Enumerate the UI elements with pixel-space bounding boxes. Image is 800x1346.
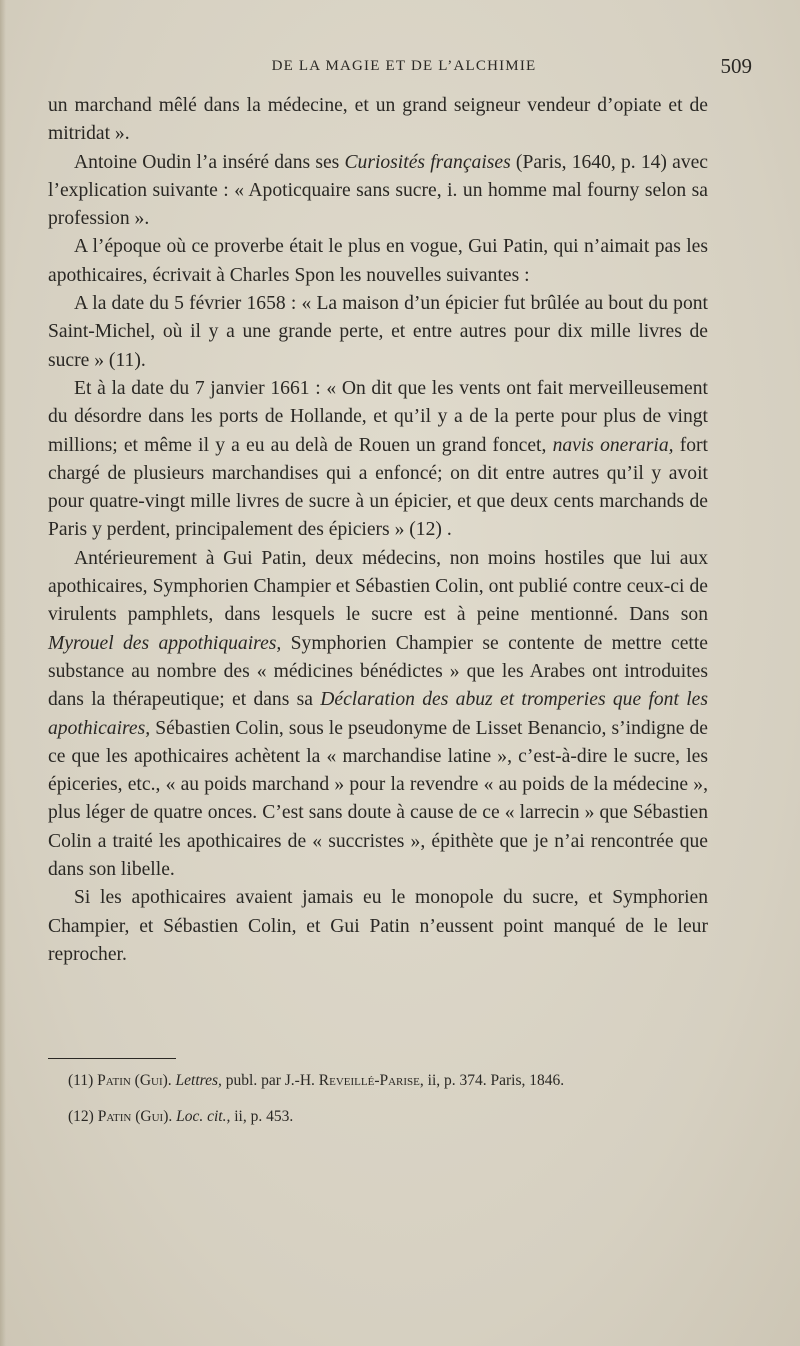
page-number: 509 <box>720 54 752 78</box>
text-run: A la date du 5 février 1658 : « La maison d’un épicier fut brûlée au bout du pont Saint-Michel, où il y a une grande perte, et entre autres pour dix mille livres de sucre » (11). <box>48 293 708 371</box>
paragraph <box>48 149 708 234</box>
italic-text: Loc. cit., <box>176 1108 231 1125</box>
text-run: publ. par J.-H. <box>221 1072 319 1089</box>
text-run: un marchand mêlé dans la médecine, et un grand seigneur vendeur d’opiate et de mitridat ». <box>48 95 708 145</box>
footnote-divider <box>48 1058 176 1059</box>
text-run: (11) <box>68 1072 98 1089</box>
text-run: Symphorien Champier se contente de mettre cette substance au nombre des « médicines bénédictes » que les Arabes ont introduites dans la thérapeutique; et dans sa <box>48 632 708 711</box>
text-run: (12) <box>68 1108 98 1125</box>
text-run: fort chargé de plusieurs marchandises qui a enfoncé; on dit entre autres qu’il y avoit pour quatre-vingt mille livres de sucre à un épicier, et que deux cents marchands de Paris y perdent, principalement des épiciers » (12) . <box>48 434 709 541</box>
paragraph <box>48 545 708 885</box>
small-caps-name: Reveillé-Parise, <box>318 1072 424 1089</box>
small-caps-name: Patin (Gui). <box>97 1108 173 1125</box>
italic-text: Déclaration des abuz et tromperies que font les apothicaires, <box>48 689 708 739</box>
italic-text: Curiosités françaises <box>344 151 511 173</box>
paragraph <box>48 884 708 969</box>
text-run: Sébastien Colin, sous le pseudonyme de Lisset Benancio, s’indigne de ce que les apothicaires achètent la « marchandise latine », c’est-à-dire le sucre, les épiceries, etc., « au poids marchand » pour la revendre « au poids de la médecine », plus léger de quatre onces. C’est sans doute à cause de ce « larrecin » que Sébastien Colin a traité les apothicaires de « succristes », épithète que je n’ai rencontrée que dans son libelle. <box>48 717 708 881</box>
italic-text: navis oneraria, <box>552 434 674 456</box>
footnote <box>48 1070 708 1092</box>
small-caps-name: Patin (Gui). <box>97 1072 172 1089</box>
italic-text: Lettres, <box>175 1072 222 1089</box>
text-run: Et à la date du 7 janvier 1661 : « On dit que les vents ont fait merveilleusement du désordre dans les ports de Hollande, et qu’il y a de la perte pour plus de vingt millions; et même il y a eu au delà de Rouen un grand foncet, <box>48 377 708 456</box>
paragraph <box>48 290 708 375</box>
paragraph <box>48 233 708 290</box>
running-head: DE LA MAGIE ET DE L’ALCHIMIE <box>271 58 537 74</box>
paragraph <box>48 92 708 149</box>
text-run: ii, p. 453. <box>230 1108 294 1125</box>
footnote <box>48 1106 708 1128</box>
paragraph <box>48 375 708 545</box>
text-run: Antérieurement à Gui Patin, deux médecins, non moins hostiles que lui aux apothicaires, Symphorien Champier et Sébastien Colin, ont publié contre ceux-ci de virulents pamphlets, dans lesquels le sucre est à peine mentionné. Dans son <box>48 547 708 626</box>
footnotes <box>48 1070 708 1142</box>
page-header <box>48 52 760 82</box>
text-run: Si les apothicaires avaient jamais eu le monopole du sucre, et Symphorien Champier, et Sébastien Colin, et Gui Patin n’eussent point manqué de le leur reprocher. <box>48 887 708 965</box>
text-run: (Paris, 1640, p. 14) avec l’explication suivante : « Apoticquaire sans sucre, i. un homme mal fourny selon sa profession ». <box>48 151 709 230</box>
page-gutter-shadow <box>0 0 6 1346</box>
text-run: Antoine Oudin l’a inséré dans ses <box>74 151 345 173</box>
text-run: A l’époque où ce proverbe était le plus en vogue, Gui Patin, qui n’aimait pas les apothicaires, écrivait à Charles Spon les nouvelles suivantes : <box>48 236 708 286</box>
italic-text: Myrouel des appothiquaires, <box>48 632 282 654</box>
text-run: ii, p. 374. Paris, 1846. <box>423 1072 565 1089</box>
main-text <box>48 92 708 969</box>
